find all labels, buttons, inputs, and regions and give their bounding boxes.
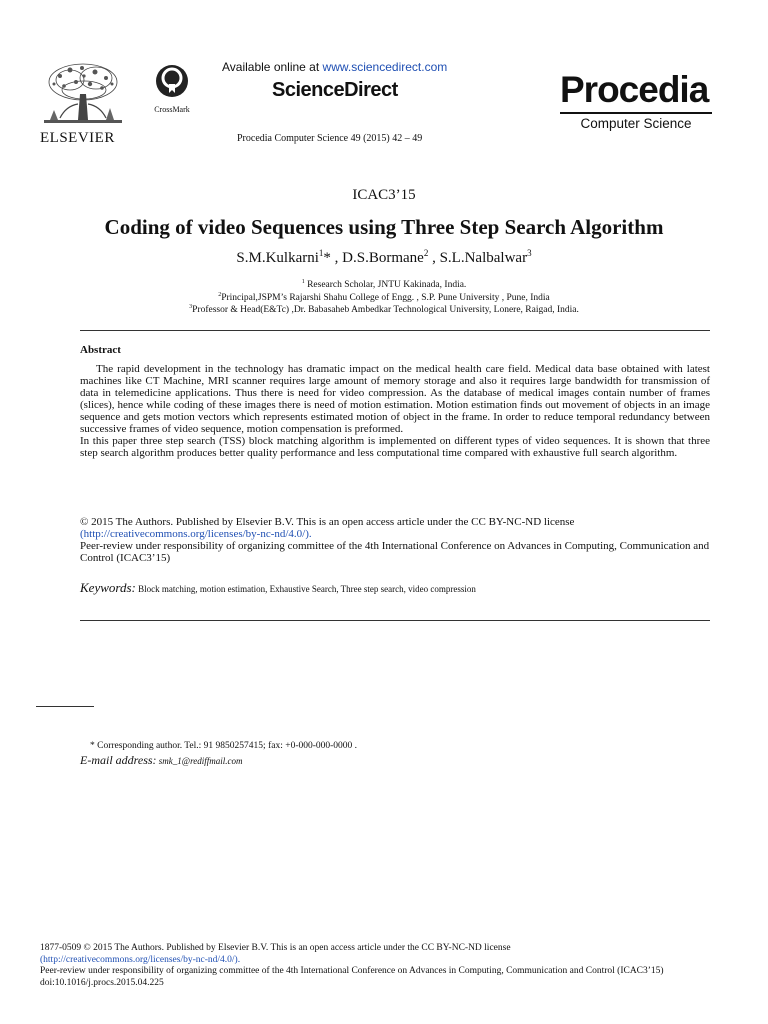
affiliation-sup: 1 xyxy=(301,279,305,285)
author-name: D.S.Bormane xyxy=(342,250,424,266)
keywords-text: Block matching, motion estimation, Exhaustive Search, Three step search, video compression xyxy=(135,584,476,594)
affiliation-text: Professor & Head(E&Tc) ,Dr. Babasaheb Ambedkar Technological University, Lonere, Raigad, India. xyxy=(192,305,579,316)
author-separator: , xyxy=(330,250,343,266)
corresponding-mark: * xyxy=(323,250,331,266)
author-name: S.M.Kulkarni xyxy=(236,250,319,266)
author-list xyxy=(0,248,768,267)
available-online xyxy=(222,60,447,74)
affiliation-1 xyxy=(0,279,768,290)
affiliation-sup: 2 xyxy=(218,292,222,298)
affiliation-2 xyxy=(0,292,768,303)
procedia-subtitle: Computer Science xyxy=(560,112,712,131)
footnote-rule xyxy=(36,706,94,707)
email-label: E-mail address: xyxy=(80,753,157,767)
paper-title: Coding of video Sequences using Three Step Search Algorithm xyxy=(104,215,664,239)
header-divider xyxy=(80,330,710,331)
crossmark-badge[interactable] xyxy=(150,64,194,114)
procedia-wordmark: Procedia xyxy=(560,69,709,110)
crossmark-label: CrossMark xyxy=(154,105,190,114)
copyright-block xyxy=(80,516,710,564)
author-separator: , xyxy=(428,250,440,266)
affiliation-sup: 3 xyxy=(189,304,193,310)
elsevier-tree-icon xyxy=(40,60,126,132)
affiliation-3 xyxy=(0,304,768,315)
author-name: S.L.Nalbalwar xyxy=(439,250,528,266)
abstract-body xyxy=(80,363,710,459)
bottom-copyright xyxy=(40,943,740,989)
corresponding-author: * Corresponding author. Tel.: 91 9850257415; fax: +0-000-000-0000 . xyxy=(90,741,358,751)
author-sup: 3 xyxy=(527,248,532,258)
elsevier-wordmark: ELSEVIER xyxy=(40,130,115,146)
procedia-logo xyxy=(560,70,720,131)
available-prefix: Available online at xyxy=(222,60,323,74)
journal-reference: Procedia Computer Science 49 (2015) 42 – 49 xyxy=(237,133,423,144)
peer-review-statement: Peer-review under responsibility of organizing committee of the 4th International Conference on Advances in Computing, Communication and Control (ICAC3’15) xyxy=(80,540,710,564)
license-link[interactable]: (http://creativecommons.org/licenses/by-nc-nd/4.0/). xyxy=(80,528,312,540)
abstract-divider xyxy=(80,620,710,621)
author-sup: 2 xyxy=(423,248,429,258)
bottom-license-link[interactable]: (http://creativecommons.org/licenses/by-nc-nd/4.0/). xyxy=(40,954,241,965)
email-value[interactable]: smk_1@rediffmail.com xyxy=(156,756,243,766)
elsevier-logo xyxy=(40,60,126,132)
issn-line: 1877-0509 © 2015 The Authors. Published by Elsevier B.V. This is an open access article under the CC BY-NC-ND license xyxy=(40,943,511,953)
crossmark-icon xyxy=(155,64,189,98)
copyright-line: © 2015 The Authors. Published by Elsevier B.V. This is an open access article under the CC BY-NC-ND license xyxy=(80,516,575,528)
doi[interactable]: doi:10.1016/j.procs.2015.04.225 xyxy=(40,977,164,988)
abstract-heading: Abstract xyxy=(80,344,121,356)
keywords xyxy=(80,580,710,596)
conference-name: ICAC3’15 xyxy=(352,187,416,203)
abstract-paragraph-1: The rapid development in the technology has dramatic impact on the medical health care field. Medical data base obtained with latest machines like CT Machine, MRI scanner requires large amount of memory storage and also it requires large bandwidth for transmission of data in telemedicine applications. Thus there is need for video compression. As the database of medical images contain number of frames (slices), hence while coding of these images there is need of motion estimation. Motion estimation finds out movement of objects in an image sequence and gets motion vectors which represents estimated motion of object in the frame. In order to reduce temporal redundancy between successive frames of video sequence, motion compensation is preformed. xyxy=(80,363,710,435)
abstract-paragraph-2: In this paper three step search (TSS) block matching algorithm is implemented on different types of video sequences. It is shown that three step search algorithm produces better quality performance and less computational time compared with exhaustive full search algorithm. xyxy=(80,435,710,459)
sciencedirect-wordmark: ScienceDirect xyxy=(272,79,398,101)
email-address xyxy=(80,753,242,768)
sciencedirect-link[interactable]: www.sciencedirect.com xyxy=(322,60,448,74)
author-sup: 1 xyxy=(318,248,324,258)
affiliation-text: Research Scholar, JNTU Kakinada, India. xyxy=(304,280,467,291)
bottom-peer-review: Peer-review under responsibility of organizing committee of the 4th International Conference on Advances in Computing, Communication and Control (ICAC3’15) xyxy=(40,966,664,976)
affiliation-text: Principal,JSPM’s Rajarshi Shahu College of Engg. , S.P. Pune University , Pune, India xyxy=(221,293,550,304)
keywords-label: Keywords: xyxy=(80,580,136,595)
